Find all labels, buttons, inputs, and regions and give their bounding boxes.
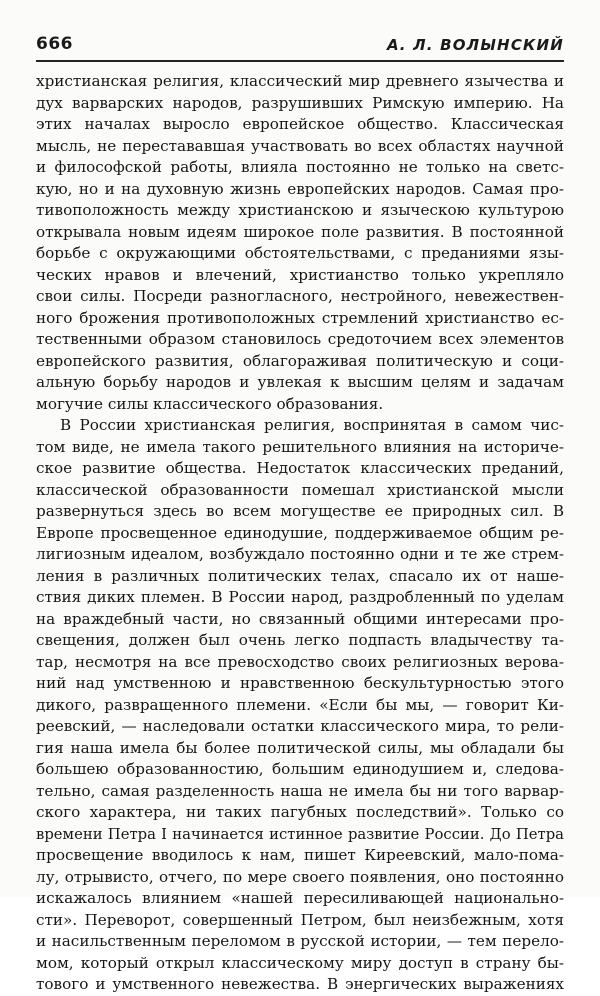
text-line: ного брожения противоположных стремлений христианство ес-: [36, 308, 564, 327]
text-line: свещения, должен был очень легко подпасть владычеству та-: [36, 631, 564, 649]
text-line: развернуться здесь во всем могуществе ее природных сил. В: [36, 502, 564, 520]
text-line: тового и умственного невежества. В энергических выражениях: [36, 975, 564, 993]
running-head-author: А. Л. ВОЛЫНСКИЙ: [386, 36, 564, 54]
text-line: этих началах выросло европейское общество. Классическая: [36, 115, 564, 133]
text-line: борьбе с окружающими обстоятельствами, с преданиями язы-: [36, 244, 564, 262]
text-line: лигиозным идеалом, возбуждало постоянно одни и те же стрем-: [36, 545, 564, 563]
text-line: В России христианская религия, воспринятая в самом чис-: [60, 416, 564, 434]
text-line: ческих нравов и влечений, христианство только укрепляло: [36, 265, 564, 284]
text-line: свои силы. Посреди разногласного, нестройного, невежествен-: [36, 287, 564, 305]
text-line: мом, который открыл классическому миру доступ в страну бы-: [36, 953, 564, 972]
text-line: сти». Переворот, совершенный Петром, был неизбежным, хотя: [36, 910, 564, 929]
text-line: и насильственным переломом в русской истории, — тем перело-: [36, 932, 564, 950]
text-line: том виде, не имела такого решительного влияния на историче-: [36, 437, 564, 456]
text-line: классической образованности помешал христианской мысли: [36, 480, 564, 499]
text-line: тар, несмотря на все превосходство своих религиозных верова-: [36, 652, 564, 671]
text-line: открывала новым идеям широкое поле развития. В постоянной: [36, 222, 564, 241]
text-line: Европе просвещенное единодушие, поддерживаемое общим ре-: [36, 523, 564, 542]
text-line: гия наша имела бы более политической силы, мы обладали бы: [36, 738, 564, 757]
paragraph-1: [36, 71, 564, 415]
text-line: тивоположность между христианскою и языческою культурою: [36, 201, 564, 219]
text-line: дикого, развращенного племени. «Если бы мы, — говорит Ки-: [36, 695, 564, 714]
text-line: искажалось влиянием «нашей пересиливающей национально-: [36, 889, 564, 907]
text-line: реевский, — наследовали остатки классического мира, то рели-: [36, 717, 564, 735]
text-line: ний над умственною и нравственною бескультурностью этого: [36, 674, 564, 692]
text-line: и философской работы, влияла постоянно не только на светс-: [36, 158, 564, 176]
text-line: ления в различных политических телах, спасало их от наше-: [36, 566, 564, 585]
text-line: времени Петра I начинается истинное развитие России. До Петра: [36, 825, 564, 843]
body-text: [36, 71, 564, 996]
text-line: на враждебный части, но связанный общими интересами про-: [36, 609, 564, 628]
text-line: ского характера, ни таких пагубных последствий». Только со: [36, 803, 564, 821]
text-line: лу, отрывисто, отчего, по мере своего появления, оно постоянно: [36, 867, 564, 886]
text-line: просвещение вводилось к нам, пишет Киреевский, мало-пома-: [36, 846, 564, 864]
text-line: ствия диких племен. В России народ, раздробленный по уделам: [36, 588, 564, 606]
text-line: мысль, не перестававшая участвовать во всех областях научной: [36, 136, 564, 155]
text-line: кую, но и на духовную жизнь европейских народов. Самая про-: [36, 179, 564, 198]
text-line: тественными образом становилось средоточием всех элементов: [36, 330, 564, 348]
text-line: могучие силы классического образования.: [36, 394, 384, 413]
text-line: европейского развития, облагораживая политическую и соци-: [36, 351, 564, 370]
page-number: 666: [36, 34, 73, 54]
text-line: альную борьбу народов и увлекая к высшим целям и задачам: [36, 373, 564, 391]
text-line: тельно, самая разделенность наша не имела бы ни того варвар-: [36, 781, 564, 800]
paragraph-2: [36, 415, 564, 996]
page-header: [36, 32, 564, 62]
text-line: христианская религия, классический мир древнего язычества и: [36, 72, 564, 90]
text-line: дух варварских народов, разрушивших Римскую империю. На: [36, 93, 564, 112]
text-line: большею образованностию, большим единодушием и, следова-: [36, 760, 564, 778]
text-line: ское развитие общества. Недостаток классических преданий,: [36, 459, 564, 477]
